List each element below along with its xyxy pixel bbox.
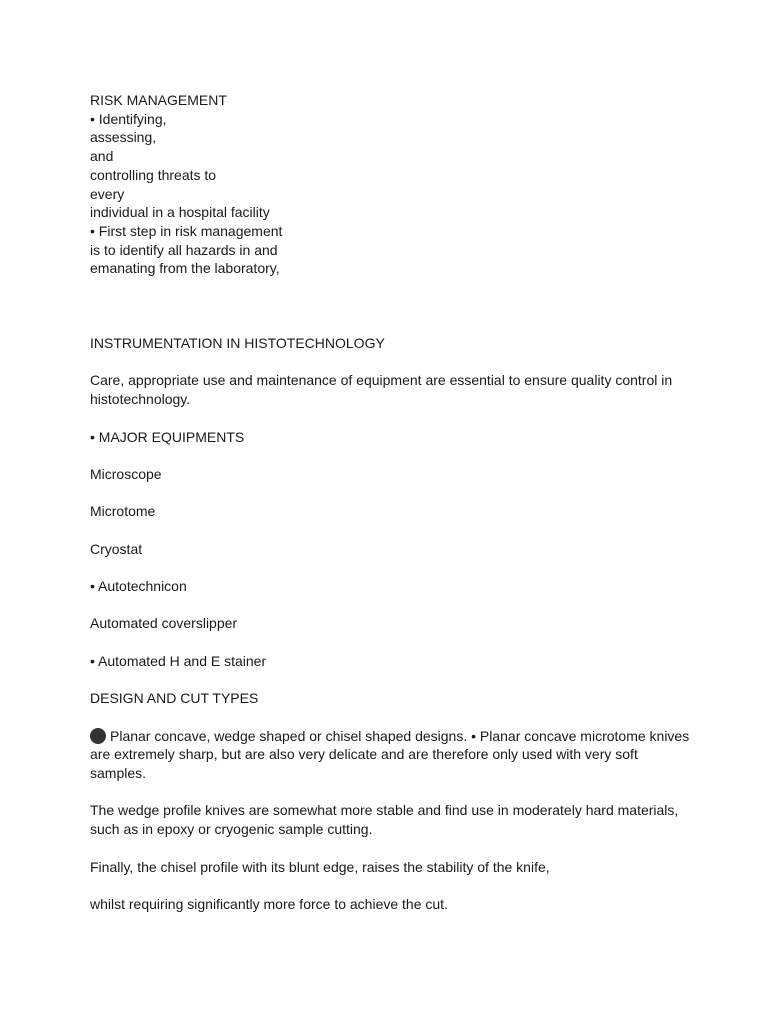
risk-line: and [90, 148, 114, 165]
design-section [90, 689, 690, 913]
design-paragraph-2: The wedge profile knives are somewhat more stable and find use in moderately hard materials, such as in epoxy or cryogenic sample cutting. [90, 802, 679, 838]
major-equipments-heading: • MAJOR EQUIPMENTS [90, 428, 245, 445]
instrumentation-section [90, 334, 690, 671]
instrumentation-heading: INSTRUMENTATION IN HISTOTECHNOLOGY [90, 335, 385, 352]
equipment-item: Cryostat [90, 540, 143, 557]
design-paragraph-1-text: Planar concave, wedge shaped or chisel shaped designs. • Planar concave microtome knives are extremely sharp, but are also very delicate and are therefore only used with very soft samples. [90, 727, 690, 782]
risk-heading: RISK MANAGEMENT [90, 92, 227, 108]
equipment-item: • Autotechnicon [90, 578, 187, 595]
risk-line: individual in a hospital facility [90, 204, 270, 221]
risk-line: assessing, [90, 129, 157, 146]
design-paragraph-3: Finally, the chisel profile with its blunt edge, raises the stability of the knife, [90, 858, 550, 875]
equipment-item: • Automated H and E stainer [90, 652, 267, 669]
design-paragraph-1 [90, 727, 690, 783]
document-page [90, 91, 690, 914]
equipment-item: Automated coverslipper [90, 615, 238, 632]
risk-line: • First step in risk management [90, 222, 283, 239]
black-circle-bullet-icon [90, 728, 106, 744]
risk-line: • Identifying, [90, 110, 167, 127]
risk-line: emanating from the laboratory, [90, 260, 280, 277]
risk-line: controlling threats to [90, 166, 217, 183]
equipment-item: Microtome [90, 503, 156, 520]
risk-section [90, 91, 690, 278]
design-heading: DESIGN AND CUT TYPES [90, 690, 259, 707]
design-paragraph-4: whilst requiring significantly more force to achieve the cut. [90, 895, 448, 912]
section-spacer [90, 278, 690, 334]
equipment-item: Microscope [90, 465, 162, 482]
instrumentation-intro: Care, appropriate use and maintenance of equipment are essential to ensure quality control in histotechnology. [90, 372, 673, 408]
risk-line: every [90, 185, 125, 202]
risk-line: is to identify all hazards in and [90, 241, 278, 258]
